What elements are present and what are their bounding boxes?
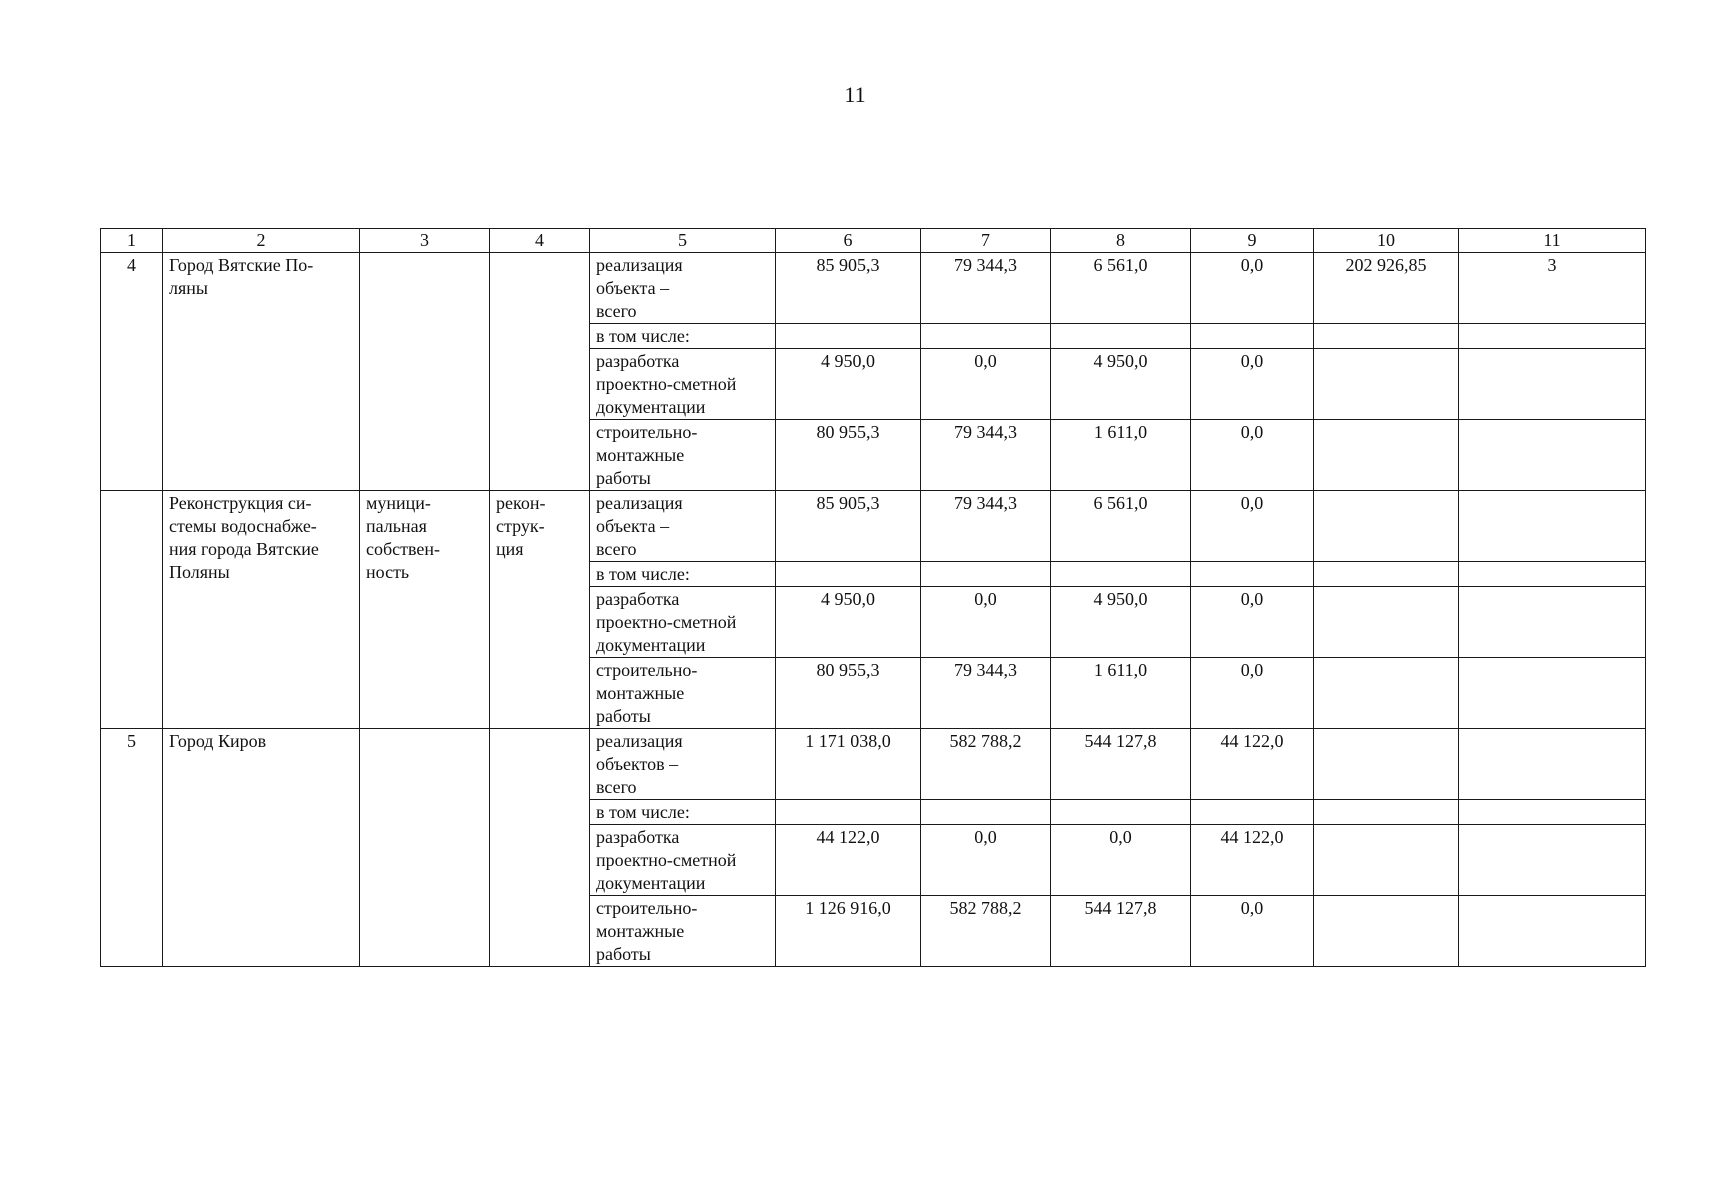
cell-line: ляны <box>169 278 208 298</box>
value-cell-col-10 <box>1314 324 1459 349</box>
value-cell-col-7: 0,0 <box>921 825 1051 896</box>
value-cell-col-7: 79 344,3 <box>921 658 1051 729</box>
value-cell-col-10 <box>1314 658 1459 729</box>
cell-line: пальная <box>366 516 427 536</box>
value-cell-col-8: 6 561,0 <box>1051 253 1191 324</box>
header-cell-3: 3 <box>360 229 490 253</box>
table-row <box>101 253 1646 324</box>
cell-line: проектно-сметной <box>596 374 737 394</box>
cell-line: работы <box>596 706 651 726</box>
value-cell-col-6: 44 122,0 <box>776 825 921 896</box>
value-cell-col-6 <box>776 562 921 587</box>
cell-line: Город Вятские По- <box>169 255 314 275</box>
cell-line: объекта – <box>596 516 670 536</box>
value-cell-col-8 <box>1051 562 1191 587</box>
work-type-cell <box>590 349 776 420</box>
value-cell-col-6: 85 905,3 <box>776 491 921 562</box>
work-type-cell: в том числе: <box>590 562 776 587</box>
value-cell-col-11 <box>1459 587 1646 658</box>
value-cell-col-11 <box>1459 562 1646 587</box>
value-cell-col-7 <box>921 800 1051 825</box>
value-cell-col-8: 4 950,0 <box>1051 587 1191 658</box>
table-row <box>101 491 1646 562</box>
cell-line: муници- <box>366 493 431 513</box>
value-cell-col-9: 0,0 <box>1191 896 1314 967</box>
header-row <box>101 229 1646 253</box>
header-cell-2: 2 <box>163 229 360 253</box>
value-cell-col-7 <box>921 324 1051 349</box>
work-type-cell <box>590 729 776 800</box>
value-cell-col-10 <box>1314 587 1459 658</box>
value-cell-col-9: 44 122,0 <box>1191 825 1314 896</box>
cell-line: работы <box>596 468 651 488</box>
value-cell-col-7: 79 344,3 <box>921 253 1051 324</box>
work-kind-cell <box>490 729 590 967</box>
header-cell-6: 6 <box>776 229 921 253</box>
value-cell-col-6: 80 955,3 <box>776 420 921 491</box>
cell-line: монтажные <box>596 683 685 703</box>
cell-line: ция <box>496 539 524 559</box>
value-cell-col-7: 79 344,3 <box>921 491 1051 562</box>
header-cell-4: 4 <box>490 229 590 253</box>
cell-line: Город Киров <box>169 731 267 751</box>
value-cell-col-10 <box>1314 349 1459 420</box>
value-cell-col-11 <box>1459 420 1646 491</box>
header-cell-11: 11 <box>1459 229 1646 253</box>
work-type-cell: в том числе: <box>590 800 776 825</box>
value-cell-col-6: 85 905,3 <box>776 253 921 324</box>
work-type-cell <box>590 825 776 896</box>
value-cell-col-8: 0,0 <box>1051 825 1191 896</box>
header-cell-5: 5 <box>590 229 776 253</box>
cell-line: ность <box>366 562 410 582</box>
header-cell-8: 8 <box>1051 229 1191 253</box>
cell-line: струк- <box>496 516 545 536</box>
work-type-cell: в том числе: <box>590 324 776 349</box>
value-cell-col-9: 44 122,0 <box>1191 729 1314 800</box>
cell-line: строительно- <box>596 422 698 442</box>
cell-line: Поляны <box>169 562 230 582</box>
value-cell-col-10 <box>1314 562 1459 587</box>
value-cell-col-8: 1 611,0 <box>1051 658 1191 729</box>
value-cell-col-9 <box>1191 800 1314 825</box>
ownership-cell <box>360 729 490 967</box>
value-cell-col-10 <box>1314 491 1459 562</box>
object-name-cell <box>163 253 360 491</box>
cell-line: реализация <box>596 731 683 751</box>
value-cell-col-6: 1 171 038,0 <box>776 729 921 800</box>
cell-line: объектов – <box>596 754 679 774</box>
value-cell-col-8 <box>1051 800 1191 825</box>
cell-line: собствен- <box>366 539 441 559</box>
work-type-cell <box>590 420 776 491</box>
work-type-cell <box>590 896 776 967</box>
work-type-cell <box>590 658 776 729</box>
value-cell-col-8: 6 561,0 <box>1051 491 1191 562</box>
value-cell-col-8: 544 127,8 <box>1051 729 1191 800</box>
cell-line: всего <box>596 777 637 797</box>
value-cell-col-11 <box>1459 324 1646 349</box>
header-cell-7: 7 <box>921 229 1051 253</box>
cell-line: всего <box>596 301 637 321</box>
value-cell-col-6: 4 950,0 <box>776 349 921 420</box>
cell-line: стемы водоснабже- <box>169 516 317 536</box>
header-cell-10: 10 <box>1314 229 1459 253</box>
table-row <box>101 729 1646 800</box>
header-cell-9: 9 <box>1191 229 1314 253</box>
object-name-cell <box>163 729 360 967</box>
value-cell-col-10 <box>1314 800 1459 825</box>
value-cell-col-6 <box>776 324 921 349</box>
value-cell-col-7: 582 788,2 <box>921 896 1051 967</box>
cell-line: проектно-сметной <box>596 850 737 870</box>
value-cell-col-9: 0,0 <box>1191 420 1314 491</box>
value-cell-col-10 <box>1314 825 1459 896</box>
value-cell-col-7: 582 788,2 <box>921 729 1051 800</box>
value-cell-col-11 <box>1459 800 1646 825</box>
value-cell-col-7: 0,0 <box>921 587 1051 658</box>
cell-line: реализация <box>596 493 683 513</box>
value-cell-col-11 <box>1459 896 1646 967</box>
cell-line: реализация <box>596 255 683 275</box>
work-type-cell <box>590 491 776 562</box>
value-cell-col-9: 0,0 <box>1191 658 1314 729</box>
cell-line: документации <box>596 397 706 417</box>
cell-line: монтажные <box>596 921 685 941</box>
cell-line: разработка <box>596 589 680 609</box>
value-cell-col-10 <box>1314 729 1459 800</box>
value-cell-col-6: 4 950,0 <box>776 587 921 658</box>
cell-line: строительно- <box>596 660 698 680</box>
value-cell-col-11 <box>1459 491 1646 562</box>
value-cell-col-9: 0,0 <box>1191 491 1314 562</box>
value-cell-col-11 <box>1459 658 1646 729</box>
header-cell-1: 1 <box>101 229 163 253</box>
value-cell-col-11 <box>1459 349 1646 420</box>
row-number-cell: 5 <box>101 729 163 967</box>
value-cell-col-11 <box>1459 729 1646 800</box>
row-number-cell <box>101 491 163 729</box>
value-cell-col-8: 544 127,8 <box>1051 896 1191 967</box>
cell-line: разработка <box>596 351 680 371</box>
work-kind-cell <box>490 253 590 491</box>
investment-table-container <box>100 228 1645 967</box>
value-cell-col-8: 1 611,0 <box>1051 420 1191 491</box>
cell-line: документации <box>596 873 706 893</box>
value-cell-col-8: 4 950,0 <box>1051 349 1191 420</box>
value-cell-col-7: 79 344,3 <box>921 420 1051 491</box>
value-cell-col-9 <box>1191 324 1314 349</box>
value-cell-col-10 <box>1314 420 1459 491</box>
value-cell-col-6 <box>776 800 921 825</box>
cell-line: документации <box>596 635 706 655</box>
cell-line: ния города Вятские <box>169 539 319 559</box>
object-name-cell <box>163 491 360 729</box>
row-number-cell: 4 <box>101 253 163 491</box>
value-cell-col-6: 1 126 916,0 <box>776 896 921 967</box>
value-cell-col-7: 0,0 <box>921 349 1051 420</box>
work-kind-cell <box>490 491 590 729</box>
value-cell-col-10 <box>1314 896 1459 967</box>
cell-line: проектно-сметной <box>596 612 737 632</box>
value-cell-col-10: 202 926,85 <box>1314 253 1459 324</box>
ownership-cell <box>360 253 490 491</box>
cell-line: рекон- <box>496 493 546 513</box>
ownership-cell <box>360 491 490 729</box>
page-number: 11 <box>844 82 866 107</box>
value-cell-col-7 <box>921 562 1051 587</box>
cell-line: разработка <box>596 827 680 847</box>
value-cell-col-11: 3 <box>1459 253 1646 324</box>
work-type-cell <box>590 587 776 658</box>
value-cell-col-9: 0,0 <box>1191 253 1314 324</box>
cell-line: строительно- <box>596 898 698 918</box>
cell-line: объекта – <box>596 278 670 298</box>
cell-line: монтажные <box>596 445 685 465</box>
value-cell-col-6: 80 955,3 <box>776 658 921 729</box>
cell-line: работы <box>596 944 651 964</box>
investment-table <box>100 228 1646 967</box>
value-cell-col-9: 0,0 <box>1191 349 1314 420</box>
value-cell-col-8 <box>1051 324 1191 349</box>
cell-line: всего <box>596 539 637 559</box>
value-cell-col-9 <box>1191 562 1314 587</box>
cell-line: Реконструкция си- <box>169 493 312 513</box>
work-type-cell <box>590 253 776 324</box>
value-cell-col-11 <box>1459 825 1646 896</box>
value-cell-col-9: 0,0 <box>1191 587 1314 658</box>
